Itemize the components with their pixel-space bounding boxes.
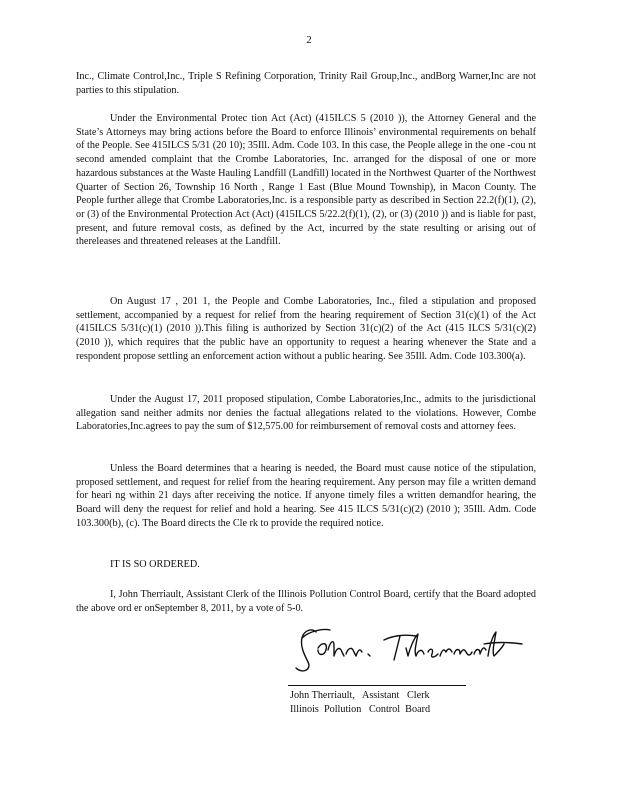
order-line: IT IS SO ORDERED.	[110, 559, 200, 570]
paragraph-proposed-stipulation: Under the August 17, 2011 proposed stipulation, Combe Laboratories,Inc., admits to the jurisdictional allegation sand neither admits nor denies the factual allegations related to the violations. However, Combe Laboratories,Inc.agrees to pay the sum of $12,575.00 for reimbursement of removal costs and attorney fees.	[76, 394, 536, 433]
certification-paragraph: I, John Therriault, Assistant Clerk of the Illinois Pollution Control Board, certify that the Board adopted the above ord er onSeptember 8, 2011, by a vote of 5-0.	[76, 589, 536, 614]
signer-name-title: John Therriault, Assistant Clerk	[290, 690, 430, 701]
paragraph-parties: Inc., Climate Control,Inc., Triple S Refining Corporation, Trinity Rail Group,Inc., andBorg Warner,Inc are not parties to this stipulation.	[76, 71, 536, 96]
signature-block	[290, 689, 430, 717]
paragraph-environmental-act: Under the Environmental Protec tion Act (Act) (415ILCS 5 (2010 )), the Attorney General and the State’s Attorneys may bring actions before the Board to enforce Illinois’ environmental requirements on behalf of the People. See 415ILCS 5/31 (20 10); 35Ill. Adm. Code 103. In this case, the People allege in the one -cou nt second amended complaint that the Crombe Laboratories, Inc. arranged for the disposal of one or more hazardous substances at the Waste Hauling Landfill (Landfill) located in the Northwest Quarter of the Northwest Quarter of Section 26, Township 16 North , Range 1 East (Blue Mound Township), in Macon County. The People further allege that Crombe Laboratories,Inc. is a responsible party as described in Section 22.2(f)(1), (2), or (3) of the Environmental Protection Act (Act) (415ILCS 5/22.2(f)(1), (2), or (3) (2010 )) and is liable for past, present, and future removal costs, as defined by the Act, incurred by the state resulting or arising out of thereleases and threatened releases at the Landfill.	[76, 113, 536, 248]
signer-organization: Illinois Pollution Control Board	[290, 704, 431, 715]
handwritten-signature	[288, 618, 528, 678]
signature-line	[288, 685, 466, 686]
page-number: 2	[306, 34, 312, 46]
paragraph-hearing-notice: Unless the Board determines that a hearing is needed, the Board must cause notice of the stipulation, proposed settlement, and request for relief from the hearing requirement. Any person may file a written demand for heari ng within 21 days after receiving the notice. If anyone timely files a written demandfor hearing, the Board will deny the request for relief and hold a hearing. See 415 ILCS 5/31(c)(2) (2010 ); 35Ill. Adm. Code 103.300(b), (c). The Board directs the Cle rk to provide the required notice.	[76, 463, 536, 529]
paragraph-stipulation-filed: On August 17 , 201 1, the People and Combe Laboratories, Inc., filed a stipulation and proposed settlement, accompanied by a request for relief from the hearing requirement of Section 31(c)(1) of the Act (415ILCS 5/31(c)(1) (2010 )).This filing is authorized by Section 31(c)(2) of the Act (415 ILCS 5/31(c)(2) (2010 )), which requires that the public have an opportunity to request a hearing whenever the State and a respondent propose settling an enforcement action without a public hearing. See 35Ill. Adm. Code 103.300(a).	[76, 296, 536, 362]
